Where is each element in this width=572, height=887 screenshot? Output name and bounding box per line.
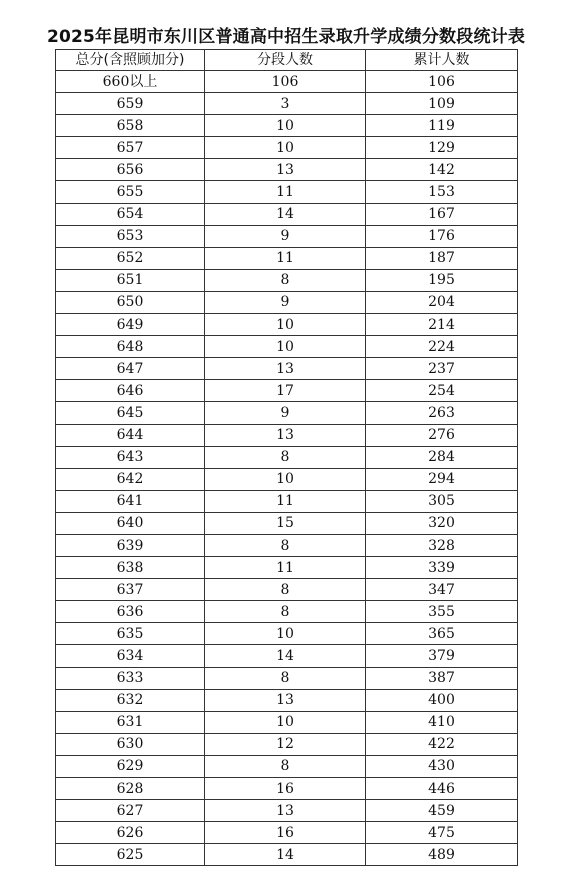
cumulative-count-cell: 109 — [366, 93, 518, 115]
cumulative-count-cell: 459 — [366, 800, 518, 822]
segment-count-cell: 11 — [205, 181, 366, 203]
cumulative-count-cell: 387 — [366, 667, 518, 689]
segment-count-cell: 17 — [205, 380, 366, 402]
score-cell: 640 — [56, 512, 205, 534]
segment-count-cell: 10 — [205, 115, 366, 137]
table-row — [56, 733, 518, 755]
cumulative-count-cell: 176 — [366, 225, 518, 247]
table-row — [56, 181, 518, 203]
segment-count-cell: 10 — [205, 468, 366, 490]
segment-count-cell: 3 — [205, 93, 366, 115]
page-title: 2025年昆明市东川区普通高中招生录取升学成绩分数段统计表 — [46, 27, 526, 47]
table-row — [56, 800, 518, 822]
score-cell: 631 — [56, 711, 205, 733]
segment-count-cell: 12 — [205, 733, 366, 755]
table-row — [56, 822, 518, 844]
segment-count-cell: 10 — [205, 336, 366, 358]
table-header-row — [56, 50, 518, 71]
cumulative-count-cell: 489 — [366, 844, 518, 866]
segment-count-cell: 10 — [205, 711, 366, 733]
cumulative-count-cell: 320 — [366, 512, 518, 534]
table-row — [56, 645, 518, 667]
cumulative-count-cell: 204 — [366, 291, 518, 313]
table-row — [56, 623, 518, 645]
score-cell: 635 — [56, 623, 205, 645]
segment-count-cell: 13 — [205, 689, 366, 711]
score-cell: 648 — [56, 336, 205, 358]
segment-count-cell: 106 — [205, 71, 366, 93]
score-cell: 654 — [56, 203, 205, 225]
score-cell: 645 — [56, 402, 205, 424]
table-row — [56, 336, 518, 358]
segment-count-cell: 10 — [205, 314, 366, 336]
header-total-score: 总分(含照顾加分) — [56, 50, 205, 71]
score-cell: 629 — [56, 755, 205, 777]
table-row — [56, 490, 518, 512]
table-row — [56, 534, 518, 556]
cumulative-count-cell: 195 — [366, 269, 518, 291]
table-row — [56, 579, 518, 601]
cumulative-count-cell: 347 — [366, 579, 518, 601]
cumulative-count-cell: 339 — [366, 557, 518, 579]
table-row — [56, 71, 518, 93]
score-distribution-table — [55, 49, 518, 866]
table-row — [56, 402, 518, 424]
table-row — [56, 468, 518, 490]
cumulative-count-cell: 187 — [366, 247, 518, 269]
segment-count-cell: 8 — [205, 534, 366, 556]
cumulative-count-cell: 106 — [366, 71, 518, 93]
table-row — [56, 689, 518, 711]
cumulative-count-cell: 379 — [366, 645, 518, 667]
segment-count-cell: 9 — [205, 225, 366, 247]
cumulative-count-cell: 119 — [366, 115, 518, 137]
cumulative-count-cell: 142 — [366, 159, 518, 181]
table-row — [56, 424, 518, 446]
segment-count-cell: 14 — [205, 844, 366, 866]
score-cell: 655 — [56, 181, 205, 203]
segment-count-cell: 9 — [205, 291, 366, 313]
header-cumulative-count: 累计人数 — [366, 50, 518, 71]
score-cell: 650 — [56, 291, 205, 313]
score-cell: 626 — [56, 822, 205, 844]
score-cell: 659 — [56, 93, 205, 115]
cumulative-count-cell: 284 — [366, 446, 518, 468]
score-cell: 632 — [56, 689, 205, 711]
score-cell: 639 — [56, 534, 205, 556]
table-row — [56, 269, 518, 291]
cumulative-count-cell: 153 — [366, 181, 518, 203]
cumulative-count-cell: 355 — [366, 601, 518, 623]
segment-count-cell: 10 — [205, 623, 366, 645]
cumulative-count-cell: 410 — [366, 711, 518, 733]
segment-count-cell: 16 — [205, 778, 366, 800]
cumulative-count-cell: 263 — [366, 402, 518, 424]
score-cell: 646 — [56, 380, 205, 402]
table-row — [56, 159, 518, 181]
score-cell: 647 — [56, 358, 205, 380]
cumulative-count-cell: 475 — [366, 822, 518, 844]
segment-count-cell: 8 — [205, 269, 366, 291]
segment-count-cell: 14 — [205, 203, 366, 225]
score-cell: 625 — [56, 844, 205, 866]
cumulative-count-cell: 237 — [366, 358, 518, 380]
table-row — [56, 291, 518, 313]
segment-count-cell: 10 — [205, 137, 366, 159]
header-segment-count: 分段人数 — [205, 50, 366, 71]
table-row — [56, 380, 518, 402]
score-cell: 643 — [56, 446, 205, 468]
table-row — [56, 115, 518, 137]
table-row — [56, 711, 518, 733]
cumulative-count-cell: 422 — [366, 733, 518, 755]
segment-count-cell: 11 — [205, 490, 366, 512]
cumulative-count-cell: 400 — [366, 689, 518, 711]
segment-count-cell: 8 — [205, 755, 366, 777]
table-row — [56, 778, 518, 800]
score-cell: 660以上 — [56, 71, 205, 93]
table-body — [56, 71, 518, 866]
cumulative-count-cell: 224 — [366, 336, 518, 358]
segment-count-cell: 13 — [205, 159, 366, 181]
segment-count-cell: 8 — [205, 579, 366, 601]
score-cell: 642 — [56, 468, 205, 490]
segment-count-cell: 15 — [205, 512, 366, 534]
score-cell: 657 — [56, 137, 205, 159]
score-cell: 637 — [56, 579, 205, 601]
cumulative-count-cell: 129 — [366, 137, 518, 159]
score-cell: 634 — [56, 645, 205, 667]
table-row — [56, 247, 518, 269]
segment-count-cell: 11 — [205, 557, 366, 579]
cumulative-count-cell: 214 — [366, 314, 518, 336]
score-cell: 627 — [56, 800, 205, 822]
table-row — [56, 512, 518, 534]
segment-count-cell: 8 — [205, 446, 366, 468]
segment-count-cell: 14 — [205, 645, 366, 667]
segment-count-cell: 8 — [205, 667, 366, 689]
segment-count-cell: 13 — [205, 800, 366, 822]
score-cell: 652 — [56, 247, 205, 269]
table-row — [56, 314, 518, 336]
table-row — [56, 667, 518, 689]
cumulative-count-cell: 430 — [366, 755, 518, 777]
segment-count-cell: 9 — [205, 402, 366, 424]
cumulative-count-cell: 305 — [366, 490, 518, 512]
cumulative-count-cell: 446 — [366, 778, 518, 800]
cumulative-count-cell: 365 — [366, 623, 518, 645]
table-row — [56, 755, 518, 777]
table-row — [56, 601, 518, 623]
score-cell: 658 — [56, 115, 205, 137]
score-cell: 656 — [56, 159, 205, 181]
cumulative-count-cell: 167 — [366, 203, 518, 225]
cumulative-count-cell: 294 — [366, 468, 518, 490]
table-row — [56, 446, 518, 468]
score-cell: 636 — [56, 601, 205, 623]
score-cell: 651 — [56, 269, 205, 291]
score-cell: 653 — [56, 225, 205, 247]
table-row — [56, 137, 518, 159]
segment-count-cell: 13 — [205, 358, 366, 380]
segment-count-cell: 11 — [205, 247, 366, 269]
cumulative-count-cell: 254 — [366, 380, 518, 402]
segment-count-cell: 13 — [205, 424, 366, 446]
cumulative-count-cell: 328 — [366, 534, 518, 556]
score-cell: 630 — [56, 733, 205, 755]
cumulative-count-cell: 276 — [366, 424, 518, 446]
score-cell: 641 — [56, 490, 205, 512]
table-row — [56, 225, 518, 247]
table-row — [56, 203, 518, 225]
table-row — [56, 358, 518, 380]
table-row — [56, 844, 518, 866]
table-row — [56, 557, 518, 579]
segment-count-cell: 16 — [205, 822, 366, 844]
score-cell: 633 — [56, 667, 205, 689]
score-cell: 628 — [56, 778, 205, 800]
score-cell: 638 — [56, 557, 205, 579]
table-row — [56, 93, 518, 115]
score-cell: 649 — [56, 314, 205, 336]
segment-count-cell: 8 — [205, 601, 366, 623]
score-cell: 644 — [56, 424, 205, 446]
